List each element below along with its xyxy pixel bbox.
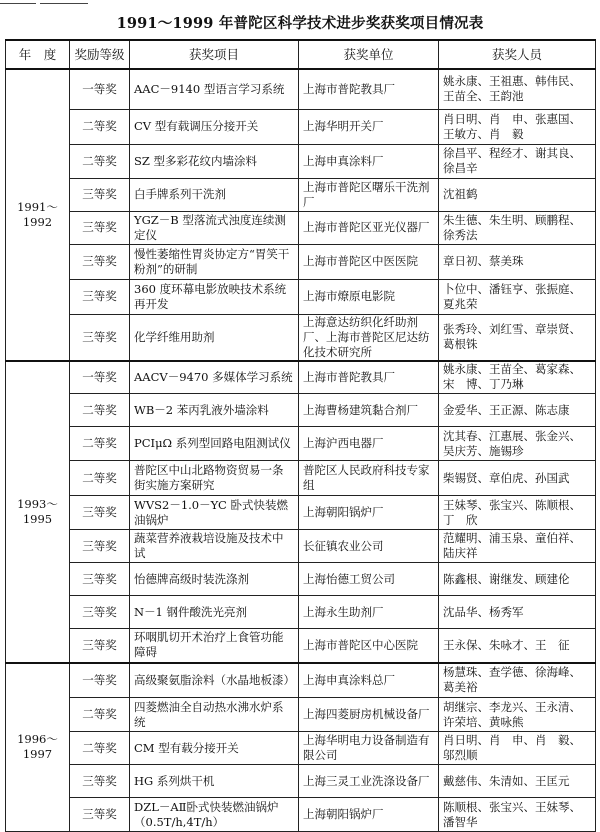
- table-row: [6, 144, 596, 178]
- people-cell: 朱生德、朱生明、顾鹏程、徐秀法: [439, 211, 596, 244]
- project-cell: WB－2 苯丙乳液外墙涂料: [130, 394, 299, 427]
- table-row: [6, 394, 596, 427]
- project-cell: AAC－9140 型语言学习系统: [130, 69, 299, 109]
- project-cell: 普陀区中山北路物资贸易一条街实施方案研究: [130, 461, 299, 496]
- people-cell: 王永保、朱咏才、王 征: [439, 629, 596, 663]
- unit-cell: 长征镇农业公司: [299, 530, 439, 563]
- level-cell: 二等奖: [70, 144, 130, 178]
- unit-cell: 上海市燎原电影院: [299, 279, 439, 314]
- level-cell: 三等奖: [70, 596, 130, 629]
- project-cell: YGZ－B 型落流式浊度连续测定仪: [130, 211, 299, 244]
- people-cell: 陈顺根、张宝兴、王妹琴、潘智华: [439, 798, 596, 832]
- table-row: [6, 314, 596, 361]
- header-year: 年 度: [6, 40, 70, 69]
- header-project: 获奖项目: [130, 40, 299, 69]
- project-cell: 环咽肌切开术治疗上食管功能障碍: [130, 629, 299, 663]
- unit-cell: 上海申真涂料总厂: [299, 663, 439, 698]
- project-cell: DZL－AⅡ卧式快装燃油锅炉（0.5T/h,4T/h）: [130, 798, 299, 832]
- project-cell: CV 型有载调压分接开关: [130, 109, 299, 144]
- unit-cell: 上海朝阳锅炉厂: [299, 496, 439, 530]
- table-row: [6, 361, 596, 394]
- level-cell: 二等奖: [70, 427, 130, 461]
- table-row: [6, 109, 596, 144]
- level-cell: 二等奖: [70, 732, 130, 765]
- table-row: [6, 596, 596, 629]
- project-cell: 四菱燃油全自动热水沸水炉系统: [130, 698, 299, 732]
- level-cell: 三等奖: [70, 798, 130, 832]
- level-cell: 一等奖: [70, 69, 130, 109]
- year-cell: 1991～1992: [6, 69, 70, 361]
- project-cell: WVS2－1.0－YC 卧式快装燃油锅炉: [130, 496, 299, 530]
- header-people: 获奖人员: [439, 40, 596, 69]
- unit-cell: 上海朝阳锅炉厂: [299, 798, 439, 832]
- people-cell: 范耀明、浦玉泉、童伯祥、陆庆祥: [439, 530, 596, 563]
- unit-cell: 上海三灵工业洗涤设备厂: [299, 765, 439, 798]
- level-cell: 二等奖: [70, 109, 130, 144]
- level-cell: 三等奖: [70, 563, 130, 596]
- table-row: [6, 178, 596, 211]
- table-row: [6, 698, 596, 732]
- table-row: [6, 798, 596, 832]
- level-cell: 三等奖: [70, 629, 130, 663]
- people-cell: 肖日明、肖 申、张惠国、王敏方、肖 毅: [439, 109, 596, 144]
- people-cell: 柴锡贤、章伯虎、孙国武: [439, 461, 596, 496]
- table-row: [6, 732, 596, 765]
- level-cell: 三等奖: [70, 314, 130, 361]
- unit-cell: 上海市普陀区中医医院: [299, 244, 439, 279]
- table-row: [6, 69, 596, 109]
- people-cell: 王妹琴、张宝兴、陈顺根、丁 欣: [439, 496, 596, 530]
- unit-cell: 上海沪西电器厂: [299, 427, 439, 461]
- level-cell: 二等奖: [70, 698, 130, 732]
- unit-cell: 上海华明电力设备制造有限公司: [299, 732, 439, 765]
- unit-cell: 上海意达纺织化纤助剂厂、上海市普陀区尼达纺化技术研究所: [299, 314, 439, 361]
- people-cell: 章日初、蔡美珠: [439, 244, 596, 279]
- people-cell: 戴慈伟、朱清如、王匡元: [439, 765, 596, 798]
- people-cell: 陈鑫根、谢继发、顾建伦: [439, 563, 596, 596]
- year-cell: 1993～1995: [6, 361, 70, 663]
- project-cell: SZ 型多彩花纹内墙涂料: [130, 144, 299, 178]
- table-row: [6, 629, 596, 663]
- project-cell: PCIμΩ 系列型回路电阻测试仪: [130, 427, 299, 461]
- unit-cell: 上海申真涂料厂: [299, 144, 439, 178]
- header-row: [6, 40, 596, 69]
- table-row: [6, 461, 596, 496]
- unit-cell: 上海市普陀教具厂: [299, 69, 439, 109]
- people-cell: 金爱华、王正源、陈志康: [439, 394, 596, 427]
- page-top-rule: [0, 0, 600, 8]
- table-row: [6, 496, 596, 530]
- unit-cell: 上海市普陀区亚光仪器厂: [299, 211, 439, 244]
- level-cell: 三等奖: [70, 279, 130, 314]
- level-cell: 三等奖: [70, 211, 130, 244]
- award-table: [5, 39, 596, 832]
- people-cell: 张秀玲、刘红雪、章崇贤、葛根铢: [439, 314, 596, 361]
- people-cell: 肖日明、肖 申、肖 毅、邬烈顺: [439, 732, 596, 765]
- project-cell: AACV－9470 多媒体学习系统: [130, 361, 299, 394]
- project-cell: 怡德牌高级时装洗涤剂: [130, 563, 299, 596]
- people-cell: 胡继宗、李龙兴、王永清、许荣培、黄咏熊: [439, 698, 596, 732]
- level-cell: 二等奖: [70, 461, 130, 496]
- table-row: [6, 765, 596, 798]
- project-cell: 慢性萎缩性胃炎协定方“胃笑干粉剂”的研制: [130, 244, 299, 279]
- header-unit: 获奖单位: [299, 40, 439, 69]
- project-cell: 白手牌系列干洗剂: [130, 178, 299, 211]
- unit-cell: 上海四菱厨房机械设备厂: [299, 698, 439, 732]
- year-cell: 1996～1997: [6, 663, 70, 832]
- people-cell: 沈其春、江惠展、张金兴、吴庆芳、施锡珍: [439, 427, 596, 461]
- people-cell: 杨慧珠、查学德、徐海峰、葛美裕: [439, 663, 596, 698]
- project-cell: 360 度环幕电影放映技术系统再开发: [130, 279, 299, 314]
- people-cell: 徐昌平、程经才、谢其良、徐昌辛: [439, 144, 596, 178]
- table-row: [6, 663, 596, 698]
- level-cell: 三等奖: [70, 244, 130, 279]
- project-cell: CM 型有载分接开关: [130, 732, 299, 765]
- level-cell: 二等奖: [70, 394, 130, 427]
- people-cell: 卜位中、潘钰亨、张振庭、夏兆荣: [439, 279, 596, 314]
- project-cell: N－1 钢件酸洗光亮剂: [130, 596, 299, 629]
- table-row: [6, 427, 596, 461]
- people-cell: 姚永康、王祖惠、韩伟民、王苗全、王韵池: [439, 69, 596, 109]
- unit-cell: 普陀区人民政府科技专家组: [299, 461, 439, 496]
- unit-cell: 上海永生助剂厂: [299, 596, 439, 629]
- project-cell: HG 系列烘干机: [130, 765, 299, 798]
- table-row: [6, 530, 596, 563]
- people-cell: 沈祖鹤: [439, 178, 596, 211]
- table-body: [6, 69, 596, 832]
- people-cell: 姚永康、王苗全、葛家森、宋 博、丁乃琳: [439, 361, 596, 394]
- project-cell: 蔬菜营养液栽培设施及技术中试: [130, 530, 299, 563]
- level-cell: 三等奖: [70, 530, 130, 563]
- unit-cell: 上海市普陀教具厂: [299, 361, 439, 394]
- table-row: [6, 279, 596, 314]
- table-row: [6, 211, 596, 244]
- unit-cell: 上海市普陀区曙乐干洗剂厂: [299, 178, 439, 211]
- level-cell: 一等奖: [70, 361, 130, 394]
- unit-cell: 上海华明开关厂: [299, 109, 439, 144]
- level-cell: 三等奖: [70, 765, 130, 798]
- level-cell: 一等奖: [70, 663, 130, 698]
- level-cell: 三等奖: [70, 496, 130, 530]
- unit-cell: 上海怡德工贸公司: [299, 563, 439, 596]
- people-cell: 沈品华、杨秀军: [439, 596, 596, 629]
- level-cell: 三等奖: [70, 178, 130, 211]
- table-title: 1991～1999 年普陀区科学技术进步奖获奖项目情况表: [116, 15, 484, 32]
- unit-cell: 上海曹杨建筑黏合剂厂: [299, 394, 439, 427]
- table-row: [6, 563, 596, 596]
- project-cell: 高级聚氨脂涂料（水晶地板漆）: [130, 663, 299, 698]
- unit-cell: 上海市普陀区中心医院: [299, 629, 439, 663]
- table-row: [6, 244, 596, 279]
- header-level: 奖励等级: [70, 40, 130, 69]
- project-cell: 化学纤维用助剂: [130, 314, 299, 361]
